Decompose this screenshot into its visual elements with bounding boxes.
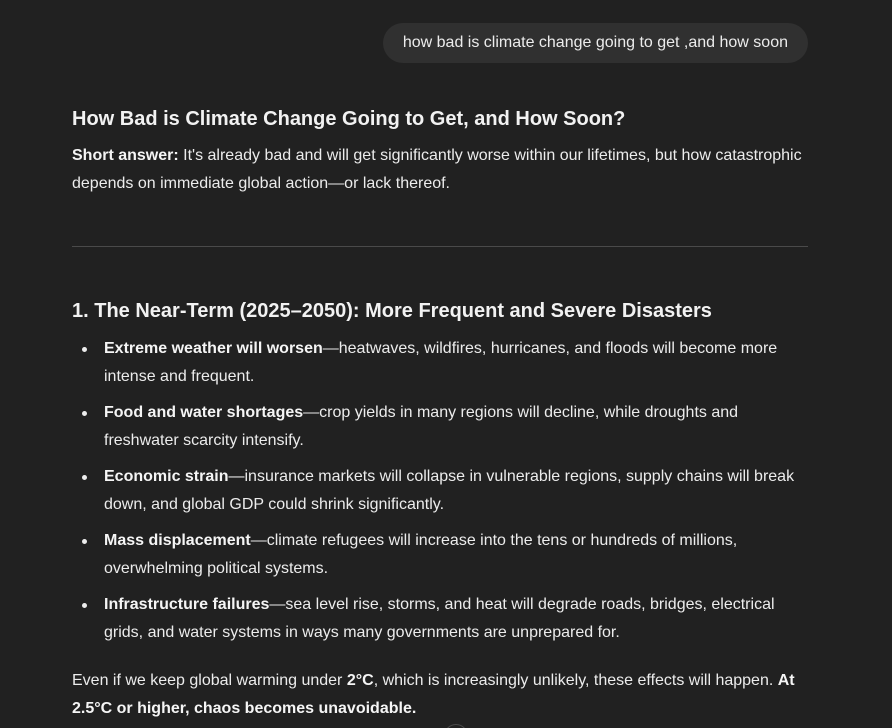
short-answer-label: Short answer: xyxy=(72,147,179,164)
user-message-bubble: how bad is climate change going to get ,and how soon xyxy=(383,23,808,63)
list-item xyxy=(72,463,808,519)
closing-paragraph xyxy=(72,667,808,723)
list-item xyxy=(72,335,808,391)
bullet-icon xyxy=(82,475,87,480)
list-item-bold: Economic strain xyxy=(104,468,229,485)
section-title: 1. The Near-Term (2025–2050): More Frequent and Severe Disasters xyxy=(72,300,712,322)
list-item-text: —crop yields in many regions will decline, while droughts and freshwater scarcity intensify. xyxy=(104,404,739,449)
closing-text-1: Even if we keep global warming under xyxy=(72,672,347,689)
bullet-icon xyxy=(82,411,87,416)
scroll-to-bottom-button[interactable] xyxy=(444,724,468,728)
list-item-text: —insurance markets will collapse in vulnerable regions, supply chains will break down, and global GDP could shrink significantly. xyxy=(104,468,795,513)
closing-text-2: , which is increasingly unlikely, these effects will happen. xyxy=(373,672,778,689)
bullet-icon xyxy=(82,539,87,544)
list-item-bold: Food and water shortages xyxy=(104,404,304,421)
list-item-bold: Mass displacement xyxy=(104,532,251,549)
list-item xyxy=(72,399,808,455)
list-item-text: —heatwaves, wildfires, hurricanes, and floods will become more intense and frequent. xyxy=(104,340,778,385)
bullet-icon xyxy=(82,603,87,608)
closing-bold-1: 2°C xyxy=(346,672,374,689)
list-item-bold: Infrastructure failures xyxy=(104,596,270,613)
list-item-bold: Extreme weather will worsen xyxy=(104,340,323,357)
bullet-list xyxy=(72,335,808,655)
list-item xyxy=(72,591,808,647)
list-item xyxy=(72,527,808,583)
short-answer-paragraph xyxy=(72,142,808,198)
closing-bold-2: At 2.5°C or higher, chaos becomes unavoidable. xyxy=(72,672,795,717)
bullet-icon xyxy=(82,347,87,352)
reply-title: How Bad is Climate Change Going to Get, and How Soon? xyxy=(72,108,626,130)
short-answer-text: It's already bad and will get significantly worse within our lifetimes, but how catastrophic depends on immediate global action—or lack thereof. xyxy=(72,147,802,192)
list-item-text: —sea level rise, storms, and heat will degrade roads, bridges, electrical grids, and water systems in ways many governments are unprepared for. xyxy=(104,596,775,641)
section-divider xyxy=(72,246,808,247)
list-item-text: —climate refugees will increase into the tens or hundreds of millions, overwhelming political systems. xyxy=(104,532,738,577)
